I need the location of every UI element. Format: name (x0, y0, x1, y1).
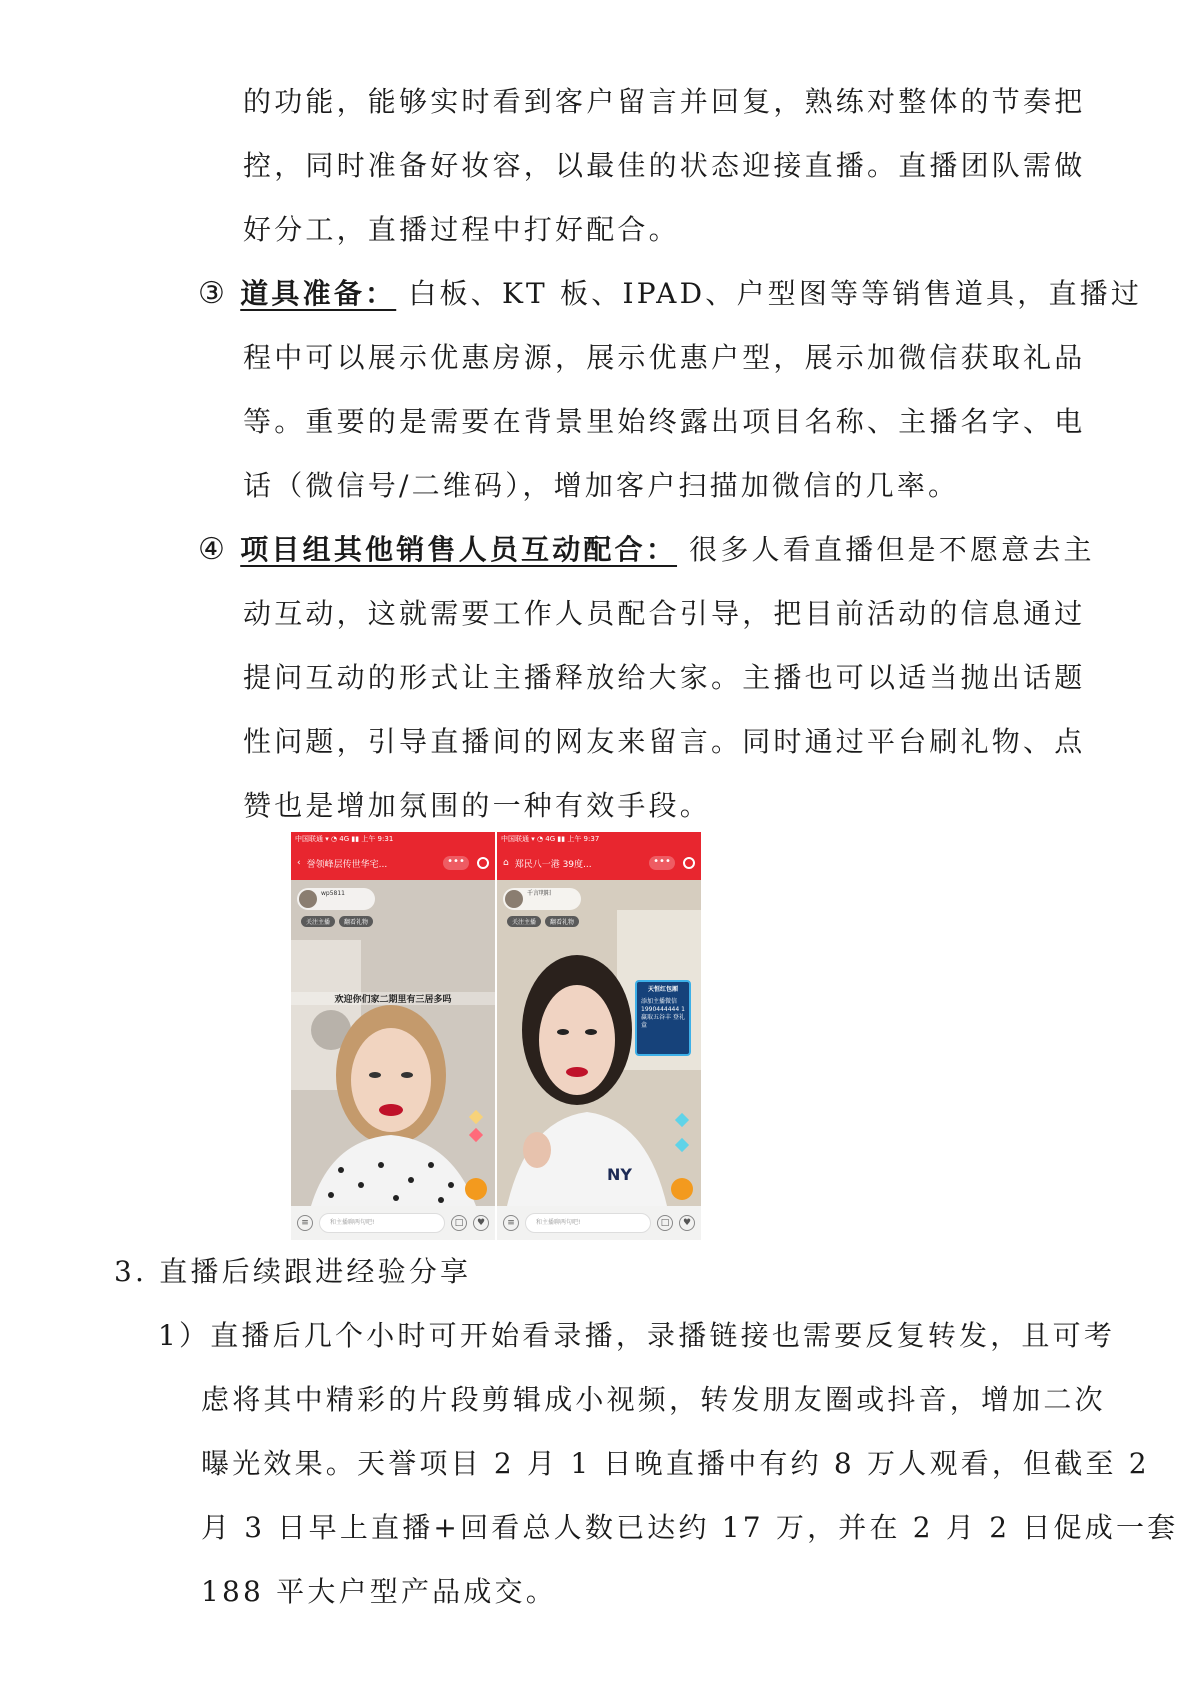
avatar (299, 890, 317, 908)
close-icon (683, 857, 695, 869)
house-icon (465, 1178, 487, 1200)
house-icon (671, 1178, 693, 1200)
comment-caption: 欢迎你们家二期里有三居多吗 (291, 992, 495, 1005)
menu-icon: ≡ (503, 1215, 519, 1231)
gift-icon: □ (451, 1215, 467, 1231)
paragraph-line: 1）直播后几个小时可开始看录播，录播链接也需要反复转发，且可考 (158, 1319, 1116, 1352)
card-title: 天恒红包厢 (647, 986, 678, 993)
svg-text:NY: NY (607, 1165, 632, 1184)
live-topbar (291, 846, 495, 880)
item4-line1-text: 很多人看直播但是不愿意去主 (689, 533, 1095, 566)
bottom-bar (291, 1206, 495, 1240)
wechat-info-card (635, 980, 691, 1056)
paragraph-line: 的功能，能够实时看到客户留言并回复，熟练对整体的节奏把 (243, 85, 1086, 118)
paragraph-line: 赞也是增加氛围的一种有效手段。 (243, 789, 712, 822)
tag-row (301, 916, 373, 927)
host-name: wp5811 (321, 890, 345, 897)
item4-first-line (198, 530, 1095, 570)
item4-marker: ④ (198, 532, 229, 567)
home-icon: ⌂ (503, 858, 509, 868)
video-scene (497, 880, 701, 1206)
item4-heading: 项目组其他销售人员互动配合： (240, 533, 678, 566)
item3-heading: 道具准备： (240, 277, 397, 310)
paragraph-line: 提问互动的形式让主播释放给大家。主播也可以适当抛出话题 (243, 661, 1086, 694)
close-icon (477, 857, 489, 869)
paragraph-line: 曝光效果。天誉项目 2 月 1 日晚直播中有约 8 万人观看，但截至 2 (201, 1447, 1150, 1480)
paragraph-line: 程中可以展示优惠房源，展示优惠户型，展示加微信获取礼品 (243, 341, 1086, 374)
section-heading: 3. 直播后续跟进经验分享 (114, 1255, 472, 1288)
live-title: 誉领峰层传世华宅... (306, 859, 388, 870)
status-bar: 中国联通 ▾ ◔ 4G ▮▮ 上午 9:37 (497, 832, 701, 846)
paragraph-line: 等。重要的是需要在背景里始终露出项目名称、主播名字、电 (243, 405, 1086, 438)
paragraph-line: 虑将其中精彩的片段剪辑成小视频，转发朋友圈或抖音，增加二次 (201, 1383, 1106, 1416)
comment-input: 和主播聊两句吧! (319, 1213, 445, 1233)
follow-tag: 关注主播 (301, 916, 335, 927)
paragraph-line: 话（微信号/二维码），增加客户扫描加微信的几率。 (243, 469, 960, 502)
tag-row (507, 916, 579, 927)
gift-tag: 翻看礼物 (339, 916, 373, 927)
more-icon: ••• (443, 856, 469, 870)
avatar (505, 890, 523, 908)
gift-tag: 翻看礼物 (545, 916, 579, 927)
livestream-screenshot-right (497, 832, 701, 1240)
menu-icon: ≡ (297, 1215, 313, 1231)
paragraph-line: 动互动，这就需要工作人员配合引导，把目前活动的信息通过 (243, 597, 1086, 630)
host-chip (297, 888, 375, 910)
paragraph-line: 控，同时准备好妆容，以最佳的状态迎接直播。直播团队需做 (243, 149, 1086, 182)
host-chip (503, 888, 581, 910)
paragraph-line: 好分工，直播过程中打好配合。 (243, 213, 680, 246)
item3-marker: ③ (198, 276, 229, 311)
video-scene (291, 880, 495, 1206)
presenter-image (291, 880, 495, 1206)
card-text: 添加主播微信 1990444444 1 赢取五谷丰 登礼盒 (641, 998, 685, 1029)
bottom-bar (497, 1206, 701, 1240)
paragraph-line: 188 平大户型产品成交。 (201, 1575, 557, 1608)
live-topbar (497, 846, 701, 880)
comment-input: 和主播聊两句吧! (525, 1213, 651, 1233)
item3-line1-text: 白板、KT 板、IPAD、户型图等等销售道具，直播过 (408, 277, 1143, 310)
livestream-screenshot-left (291, 832, 495, 1240)
paragraph-line: 性问题，引导直播间的网友来留言。同时通过平台刷礼物、点 (243, 725, 1086, 758)
gift-icon: □ (657, 1215, 673, 1231)
like-icon: ♥ (473, 1215, 489, 1231)
follow-tag: 关注主播 (507, 916, 541, 927)
paragraph-line: 月 3 日早上直播+回看总人数已达约 17 万，并在 2 月 2 日促成一套 (201, 1511, 1179, 1544)
more-icon: ••• (649, 856, 675, 870)
like-icon: ♥ (679, 1215, 695, 1231)
host-name: 千言明阳 (527, 890, 552, 897)
back-icon: ‹ (297, 858, 301, 868)
status-bar: 中国联通 ▾ ◔ 4G ▮▮ 上午 9:31 (291, 832, 495, 846)
live-title: 郑民八一港 39度... (514, 859, 592, 870)
item3-first-line (198, 274, 1142, 314)
